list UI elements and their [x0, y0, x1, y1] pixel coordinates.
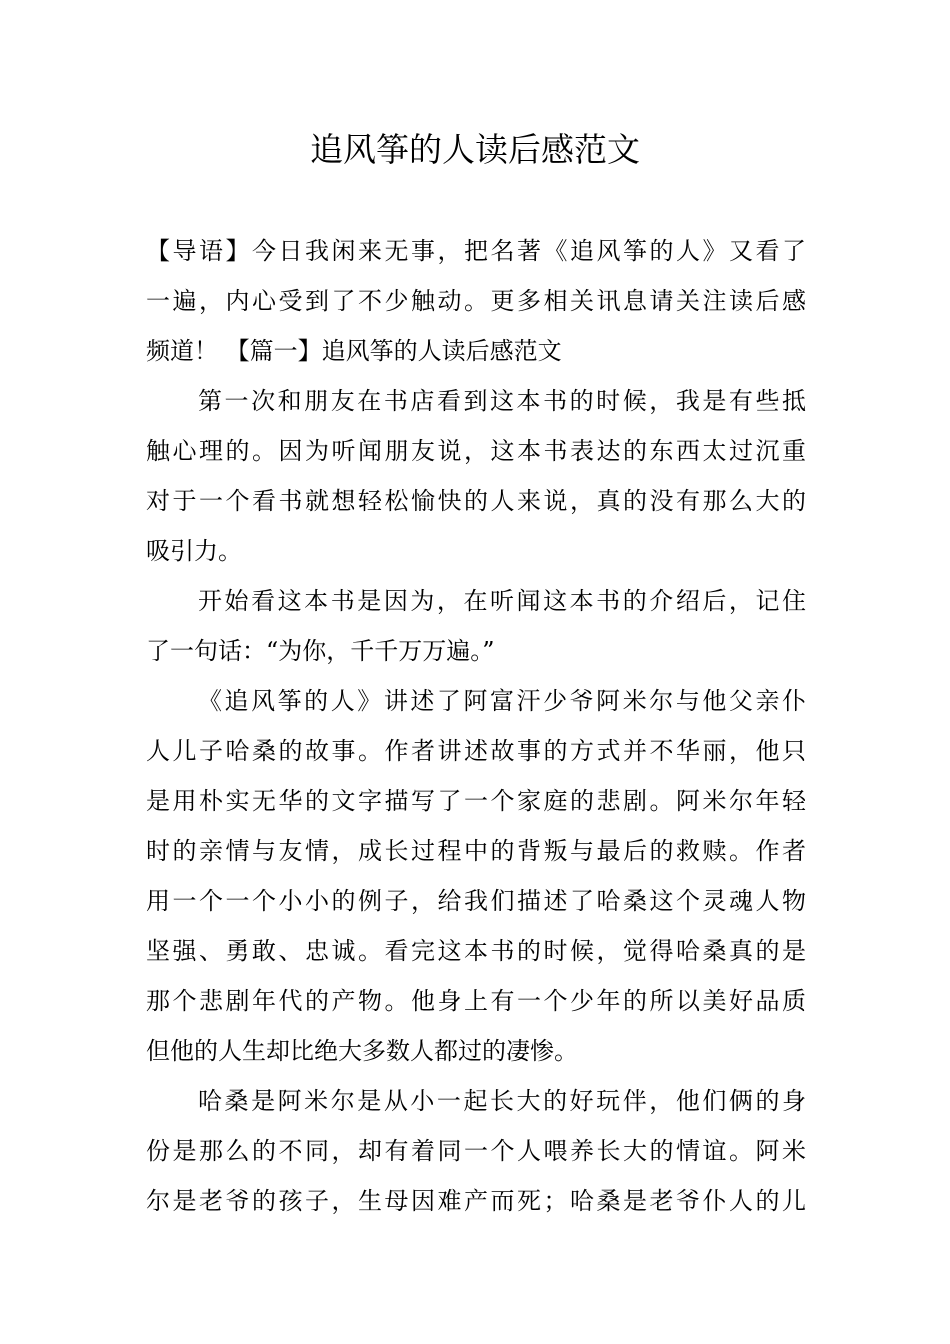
text-line: 【导语】今日我闲来无事，把名著《追风筝的人》又看了: [146, 237, 806, 265]
text-line: 人儿子哈桑的故事。作者讲述故事的方式并不华丽，他只: [146, 737, 806, 765]
text-line: 份是那么的不同，却有着同一个人喂养长大的情谊。阿米: [146, 1137, 806, 1165]
text-line: 但他的人生却比绝大多数人都过的凄惨。: [146, 1037, 578, 1065]
text-line: 第一次和朋友在书店看到这本书的时候，我是有些抵: [198, 387, 806, 415]
text-line: 一遍，内心受到了不少触动。更多相关讯息请关注读后感: [146, 287, 806, 315]
document-body: [146, 226, 806, 1226]
document-title: 追风筝的人读后感范文: [310, 130, 640, 169]
text-line: 对于一个看书就想轻松愉快的人来说，真的没有那么大的: [146, 487, 806, 515]
text-line: 坚强、勇敢、忠诚。看完这本书的时候，觉得哈桑真的是: [146, 937, 806, 965]
text-line: 用一个一个小小的例子，给我们描述了哈桑这个灵魂人物: [146, 887, 806, 915]
text-line: 是用朴实无华的文字描写了一个家庭的悲剧。阿米尔年轻: [146, 787, 806, 815]
text-line: 触心理的。因为听闻朋友说，这本书表达的东西太过沉重: [146, 437, 806, 465]
text-line: 开始看这本书是因为，在听闻这本书的介绍后，记住: [198, 587, 806, 615]
text-line: 时的亲情与友情，成长过程中的背叛与最后的救赎。作者: [146, 837, 806, 865]
text-line: 尔是老爷的孩子，生母因难产而死；哈桑是老爷仆人的儿: [146, 1187, 806, 1215]
text-line: 《追风筝的人》讲述了阿富汗少爷阿米尔与他父亲仆: [198, 687, 806, 715]
text-line: 那个悲剧年代的产物。他身上有一个少年的所以美好品质: [146, 987, 806, 1015]
text-line: 了一句话：“为你，千千万万遍。”: [146, 637, 495, 665]
text-line: 哈桑是阿米尔是从小一起长大的好玩伴，他们俩的身: [198, 1087, 806, 1115]
text-line: 吸引力。: [146, 537, 242, 565]
text-line: 频道！ 【篇一】追风筝的人读后感范文: [146, 337, 562, 365]
